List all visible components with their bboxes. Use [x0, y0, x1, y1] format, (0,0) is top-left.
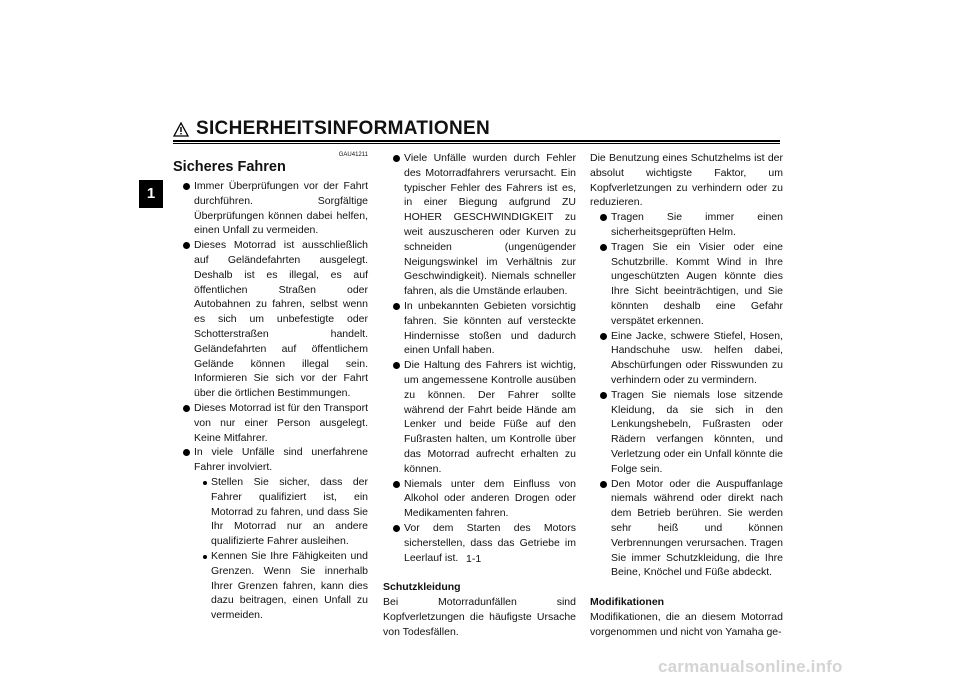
list-item: Tragen Sie immer einen sicherheitsgeprüften Helm. — [590, 210, 783, 240]
paragraph: Modifikationen, die an diesem Motorrad vorgenommen und nicht von Yamaha ge- — [590, 610, 783, 638]
warning-triangle-icon — [173, 122, 189, 137]
sub-list-item: Kennen Sie Ihre Fähigkeiten und Grenzen. Wenn Sie innerhalb Ihrer Grenzen fahren, kann dies dazu beitragen, einen Unfall zu vermeiden. — [173, 549, 368, 623]
bullet-icon — [600, 392, 607, 399]
header-rule — [173, 140, 780, 142]
list-item: In unbekannten Gebieten vorsichtig fahren. Sie könnten auf versteckte Hindernisse stoßen und dadurch einen Unfall haben. — [383, 299, 576, 358]
page-number: 1-1 — [466, 553, 482, 565]
watermark: carmanualsonline.info — [658, 657, 843, 676]
bullet-icon — [393, 155, 400, 162]
bullet-icon — [183, 183, 190, 190]
paragraph: Die Benutzung eines Schutzhelms ist der absolut wichtigste Faktor, um Kopfverletzungen zu verhindern oder zu reduzieren. — [590, 152, 783, 209]
bullet-icon — [183, 449, 190, 456]
small-bullet-icon — [203, 481, 207, 485]
bullet-icon — [183, 242, 190, 249]
page-header — [173, 118, 783, 140]
bullet-icon — [600, 244, 607, 251]
section-code: GAU41211 — [338, 152, 368, 158]
section-heading: Sicheres Fahren — [173, 159, 286, 175]
list-item: Vor dem Starten des Motors sicherstellen, dass das Getriebe im Leerlauf ist. — [383, 521, 576, 565]
bullet-icon — [393, 303, 400, 310]
list-item: Viele Unfälle wurden durch Fehler des Motorradfahrers verursacht. Ein typischer Fehler des Fahrers ist es, in einer Biegung aufgrund ZU HOHER GESCHWINDIGKEIT zu weit auszuscheren oder Kurven zu schneiden (ungenügender Neigungswinkel im Verhältnis zur Geschwindigkeit). Niemals schneller fahren, als die Umstände erlauben. — [383, 151, 576, 299]
list-item: Die Haltung des Fahrers ist wichtig, um angemessene Kontrolle ausüben zu können. Der Fahrer sollte während der Fahrt beide Hände am Lenker und beide Füße auf den Fußrasten halten, um Kontrolle über das Motorrad aufrecht erhalten zu können. — [383, 358, 576, 476]
bullet-icon — [600, 214, 607, 221]
list-item: In viele Unfälle sind unerfahrene Fahrer involviert. — [173, 445, 368, 475]
list-item: Niemals unter dem Einfluss von Alkohol oder anderen Drogen oder Medikamenten fahren. — [383, 477, 576, 521]
list-item: Eine Jacke, schwere Stiefel, Hosen, Handschuhe usw. helfen dabei, Abschürfungen oder Risswunden zu verhindern oder zu vermindern. — [590, 329, 783, 388]
page-title: SICHERHEITSINFORMATIONEN — [196, 118, 490, 139]
list-item: Den Motor oder die Auspuffanlage niemals während oder direkt nach dem Betrieb berühren. Sie werden sehr heiß und können Verbrennungen verursachen. Tragen Sie immer Schutzkleidung, die Ihre Beine, Knöchel und Füße abdeckt. — [590, 477, 783, 581]
sub-list-item: Stellen Sie sicher, dass der Fahrer qualifiziert ist, ein Motorrad zu fahren, und dass Sie Ihr Motorrad nur an andere qualifizierte Fahrer ausleihen. — [173, 475, 368, 549]
small-bullet-icon — [203, 555, 207, 559]
list-item: Tragen Sie ein Visier oder eine Schutzbrille. Kommt Wind in Ihre ungeschützten Augen könnte dies Ihre Sicht beeinträchtigen, und Sie könnten deshalb eine Gefahr verspätet erkennen. — [590, 240, 783, 329]
list-item: Dieses Motorrad ist ausschließlich auf Geländefahrten ausgelegt. Deshalb ist es illegal, es auf öffentlichen Straßen oder Autobahnen zu fahren, selbst wenn es sich um unbefestigte oder Schotterstraßen handelt. Geländefahrten auf öffentlichem Gelände können illegal sein. Informieren Sie sich vor der Fahrt über die örtlichen Bestimmungen. — [173, 238, 368, 401]
bullet-icon — [600, 333, 607, 340]
column-1 — [173, 151, 368, 623]
column-2 — [383, 151, 576, 640]
chapter-tab: 1 — [139, 180, 163, 208]
subheading-protective-clothing: Schutzkleidung — [383, 581, 461, 594]
bullet-icon — [393, 525, 400, 532]
column-3 — [590, 151, 783, 640]
bullet-icon — [393, 362, 400, 369]
header-rule-thin — [173, 143, 780, 144]
list-item: Immer Überprüfungen vor der Fahrt durchführen. Sorgfältige Überprüfungen können dabei helfen, einen Unfall zu vermeiden. — [173, 179, 368, 238]
list-item: Dieses Motorrad ist für den Transport von nur einer Person ausgelegt. Keine Mitfahrer. — [173, 401, 368, 445]
subheading-modifications: Modifikationen — [590, 596, 665, 609]
list-item: Tragen Sie niemals lose sitzende Kleidung, da sie sich in den Lenkungshebeln, Fußrasten oder Rädern verfangen könnten, und Verletzung oder ein Unfall könnte die Folge sein. — [590, 388, 783, 477]
paragraph: Bei Motorradunfällen sind Kopfverletzungen die häufigste Ursache von Todesfällen. — [383, 596, 576, 638]
bullet-icon — [393, 481, 400, 488]
bullet-icon — [600, 481, 607, 488]
bullet-icon — [183, 405, 190, 412]
